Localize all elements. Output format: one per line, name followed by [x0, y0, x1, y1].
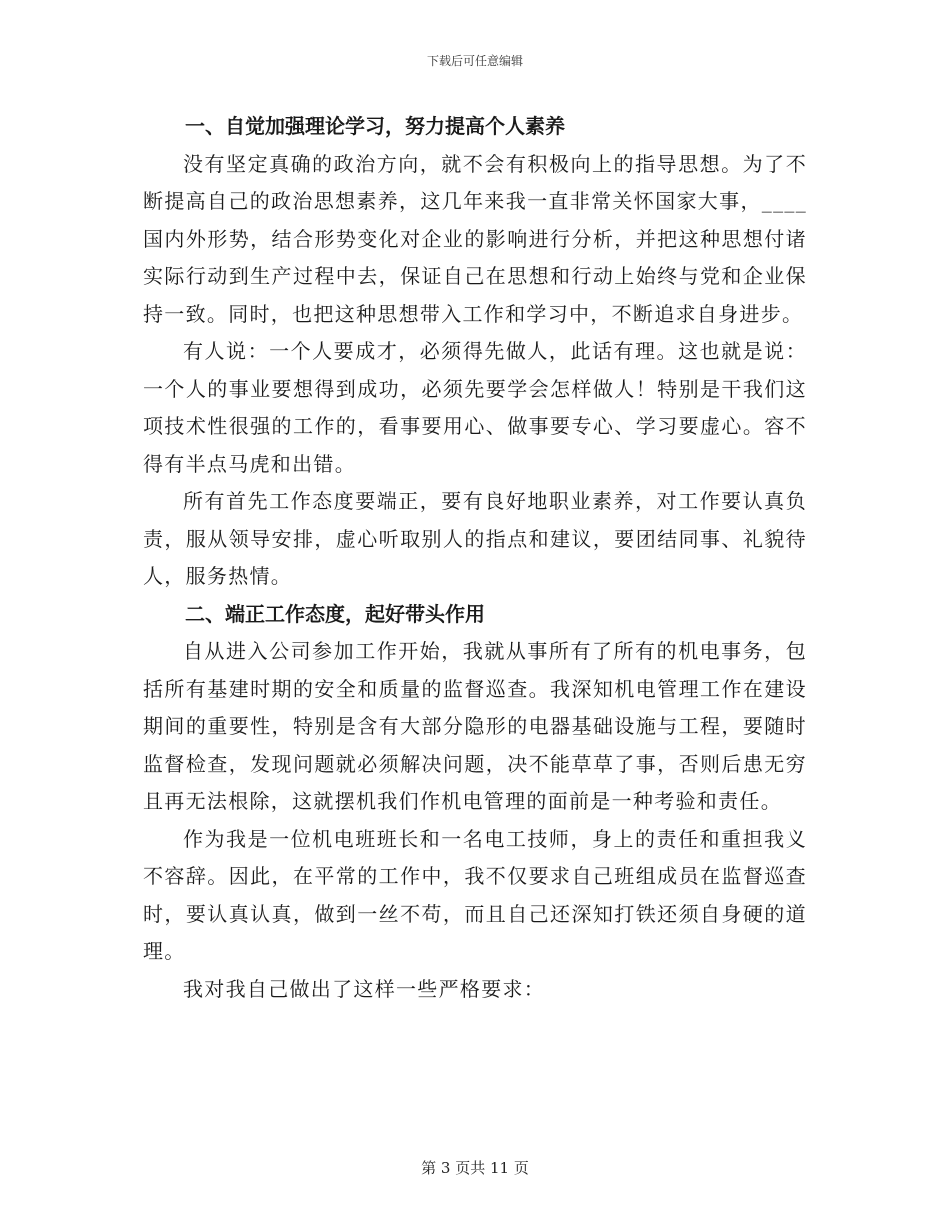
paragraph-2-1: 自从进入公司参加工作开始，我就从事所有了所有的机电事务，包括所有基建时期的安全和质量的监督巡查。我深知机电管理工作在建设期间的重要性，特别是含有大部分隐形的电器基础设施与工程，要随时监督检查，发现问题就必须解决问题，决不能草草了事，否则后患无穷且再无法根除，这就摆机我们作机电管理的面前是一种考验和责任。: [143, 639, 807, 813]
paragraph-2-2: 作为我是一位机电班班长和一名电工技师，身上的责任和重担我义不容辞。因此，在平常的工作中，我不仅要求自己班组成员在监督巡查时，要认真认真，做到一丝不苟，而且自己还深知打铁还须自身硬的道理。: [143, 826, 807, 963]
document-body: [143, 108, 807, 1008]
page-number: 第 3 页共 11 页: [421, 1159, 529, 1177]
paragraph-1-1: 没有坚定真确的政治方向，就不会有积极向上的指导思想。为了不断提高自己的政治思想素养，这几年来我一直非常关怀国家大事，____国内外形势，结合形势变化对企业的影响进行分析，并把这种思想付诸实际行动到生产过程中去，保证自己在思想和行动上始终与党和企业保持一致。同时，也把这种思想带入工作和学习中，不断追求自身进步。: [143, 151, 807, 326]
section-heading-2: 二、端正工作态度，起好带头作用: [185, 601, 485, 626]
paragraph-1-2: 有人说：一个人要成才，必须得先做人，此话有理。这也就是说：一个人的事业要想得到成功，必须先要学会怎样做人！特别是干我们这项技术性很强的工作的，看事要用心、做事要专心、学习要虚心。容不得有半点马虎和出错。: [143, 339, 807, 476]
paragraph-1-3: 所有首先工作态度要端正，要有良好地职业素养，对工作要认真负责，服从领导安排，虚心听取别人的指点和建议，要团结同事、礼貌待人，服务热情。: [143, 489, 807, 588]
section-heading-1: 一、自觉加强理论学习，努力提高个人素养: [185, 114, 565, 138]
header-note: 下载后可任意编辑: [426, 54, 523, 68]
paragraph-2-3: 我对我自己做出了这样一些严格要求：: [183, 976, 546, 1001]
